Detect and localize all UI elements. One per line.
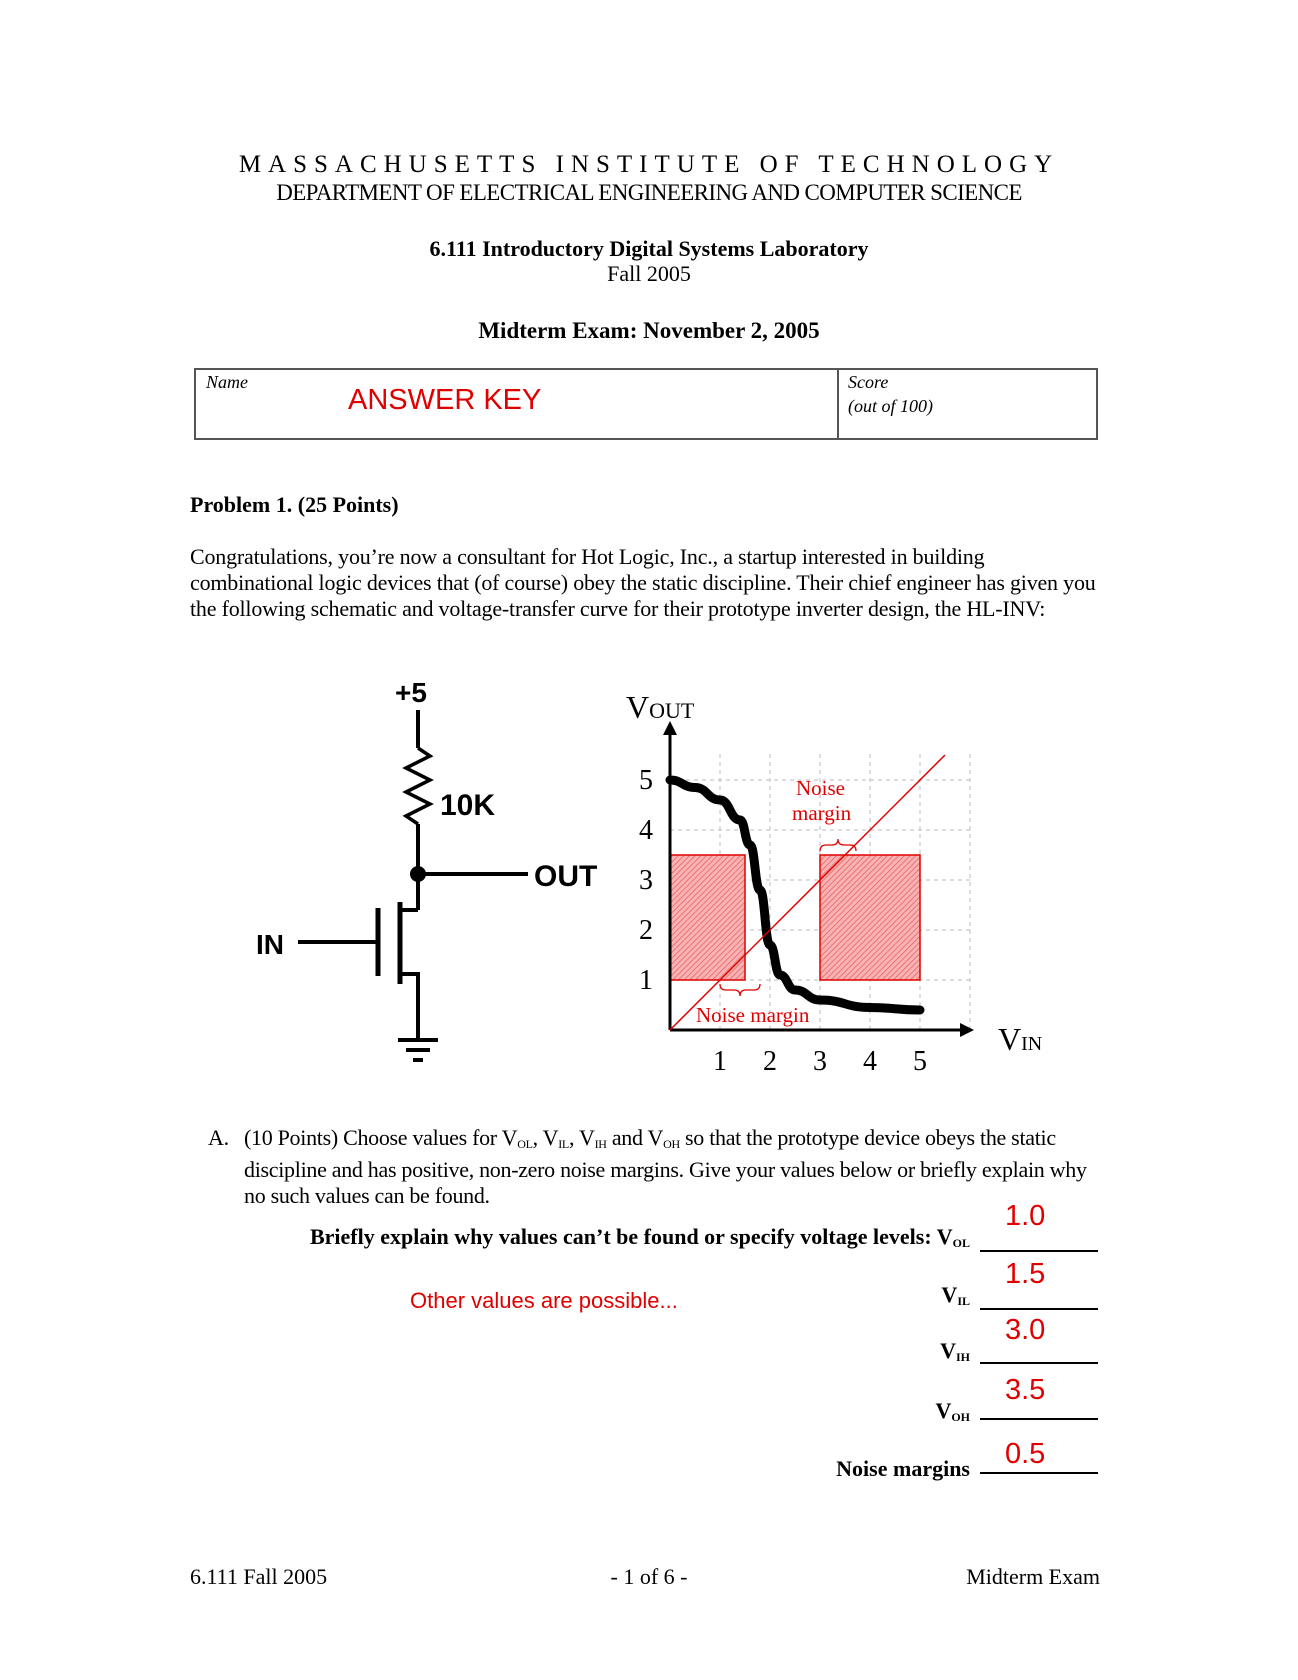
output-node [410, 866, 426, 882]
score-label: Score [848, 372, 889, 392]
y-tick-label: 4 [639, 815, 653, 846]
source-wire [400, 974, 418, 1040]
vol-prompt: Briefly explain why values can’t be found or specify voltage levels: $V_{OL}$ [309, 1224, 970, 1250]
supply-label: +5 [395, 677, 427, 708]
x-tick-label: 2 [763, 1046, 777, 1077]
voh-blank [980, 1418, 1098, 1420]
voh-answer: 3.5 [1005, 1374, 1046, 1406]
inverter-schematic [240, 670, 620, 1080]
y-axis-arrow [663, 721, 677, 735]
footer-right: Midterm Exam [966, 1564, 1100, 1589]
noise-margins-answer: 0.5 [1005, 1438, 1046, 1470]
vih-label: $V_{IH}$ [940, 1338, 970, 1364]
x-axis-arrow [960, 1023, 974, 1037]
name-score-box [194, 368, 1098, 440]
name-label: Name [206, 372, 248, 392]
x-tick-label: 5 [913, 1046, 927, 1077]
voh-label: $V_{OH}$ [935, 1398, 970, 1424]
part-a-label: A. [208, 1125, 229, 1150]
y-axis-label: VOUT [626, 689, 695, 725]
x-axis-label: VIN [998, 1021, 1043, 1057]
noise-margin-bottom: Noise margin [696, 1003, 810, 1027]
noise-margin-top-line1: Noise [796, 776, 845, 800]
part-a-text: (10 Points) Choose values for $V_{OL}$, $V_{IL}$, $V_{IH}$ and $V_{OH}$ so that the prototype device obeys the static discipline and has positive, non-zero noise margins. Give your values below or briefly explain why no such values can be found. [244, 1125, 1087, 1208]
shaded-region [670, 855, 745, 980]
x-tick-label: 4 [863, 1046, 877, 1077]
noise-margins-label: Noise margins [836, 1456, 970, 1481]
problem-intro: Congratulations, you’re now a consultant for Hot Logic, Inc., a startup interested in building combinational logic devices that (of course) obey the static discipline. Their chief engineer has given you the following schematic and voltage-transfer curve for their prototype inverter design, the HL-INV: [190, 544, 1096, 621]
resistor-label: 10K [440, 789, 496, 822]
vil-label: $V_{IL}$ [941, 1282, 970, 1308]
vtc-chart [610, 680, 1043, 1090]
term: Fall 2005 [607, 261, 691, 286]
x-tick-label: 1 [713, 1046, 727, 1077]
score-sublabel: (out of 100) [848, 396, 933, 416]
problem-title: Problem 1. (25 Points) [190, 492, 399, 517]
footer-left: 6.111 Fall 2005 [190, 1564, 328, 1589]
other-values-note: Other values are possible... [410, 1288, 678, 1313]
y-tick-label: 1 [639, 965, 653, 996]
noise-margin-top-line2: margin [792, 801, 852, 825]
bottom-noise-bracket [720, 984, 760, 996]
page-number: - 1 of 6 - [610, 1564, 688, 1589]
vih-answer: 3.0 [1005, 1314, 1046, 1346]
x-tick-label: 3 [813, 1046, 827, 1077]
exam-title: Midterm Exam: November 2, 2005 [478, 318, 820, 343]
vol-answer: 1.0 [1005, 1200, 1046, 1232]
vil-answer: 1.5 [1005, 1258, 1046, 1290]
department-name: DEPARTMENT OF ELECTRICAL ENGINEERING AND COMPUTER SCIENCE [276, 180, 1022, 205]
institution-name: MASSACHUSETTS INSTITUTE OF TECHNOLOGY [238, 151, 1060, 178]
y-tick-label: 2 [639, 915, 653, 946]
input-label: IN [256, 929, 284, 960]
shaded-regions [670, 855, 920, 980]
y-tick-label: 5 [639, 765, 653, 796]
y-tick-label: 3 [639, 865, 653, 896]
vil-blank [980, 1308, 1098, 1310]
part-a-question [208, 1125, 1098, 1209]
name-value: ANSWER KEY [348, 384, 542, 416]
vih-blank [980, 1362, 1098, 1364]
box-divider [837, 370, 839, 438]
course-title: 6.111 Introductory Digital Systems Laboratory [429, 236, 869, 261]
vol-blank [980, 1250, 1098, 1252]
output-label: OUT [534, 860, 598, 893]
resistor-symbol [406, 748, 430, 824]
shaded-region [820, 855, 920, 980]
noise-margins-blank [980, 1472, 1098, 1474]
